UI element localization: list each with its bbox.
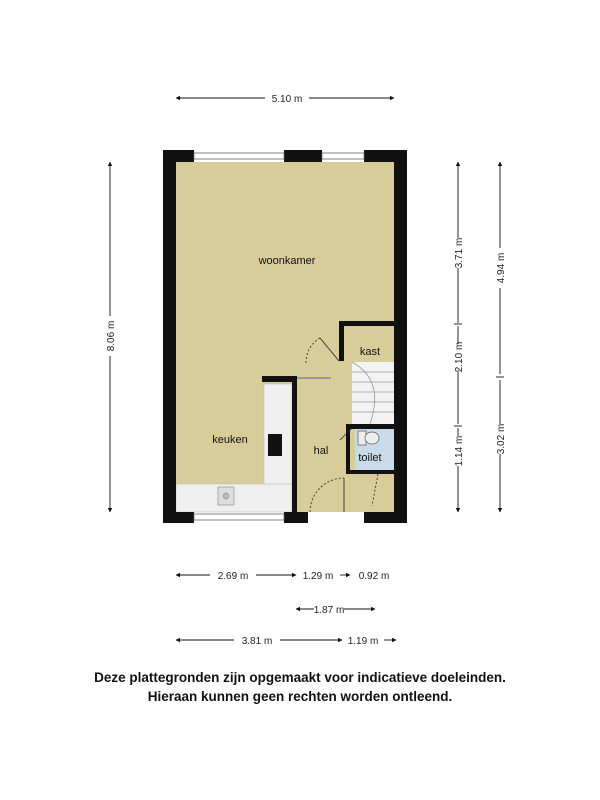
dim-right-inner-top: 3.71 m [454,237,465,269]
dim-right-inner-bottom: 1.14 m [454,435,465,467]
dim-right-outer-bottom: 3.02 m [496,423,507,455]
dim-left-height: 8.06 m [106,320,117,352]
dim-bottom-row1-a: 2.69 m [217,571,249,582]
disclaimer [0,668,600,706]
dim-bottom-row1-c: 0.92 m [358,571,390,582]
room-label-hal: hal [313,445,329,457]
room-label-keuken: keuken [212,434,248,446]
dim-right-inner-mid: 2.10 m [454,341,465,373]
dim-bottom-row3-a: 3.81 m [241,636,273,647]
dim-top-width: 5.10 m [271,94,303,105]
disclaimer-line-1: Deze plattegronden zijn opgemaakt voor indicatieve doeleinden. [94,670,506,685]
staircase [352,362,395,424]
cooktop-icon [268,434,282,456]
dim-bottom-row1-b: 1.29 m [302,571,334,582]
dim-right-outer-top: 4.94 m [496,252,507,284]
dim-bottom-row2: 1.87 m [313,605,345,616]
room-label-woonkamer: woonkamer [258,255,316,267]
dim-bottom-row3-b: 1.19 m [347,636,379,647]
toilet-icon [358,431,379,445]
disclaimer-line-2: Hieraan kunnen geen rechten worden ontleend. [147,689,453,704]
room-label-kast: kast [359,346,381,358]
room-label-toilet: toilet [358,452,382,464]
